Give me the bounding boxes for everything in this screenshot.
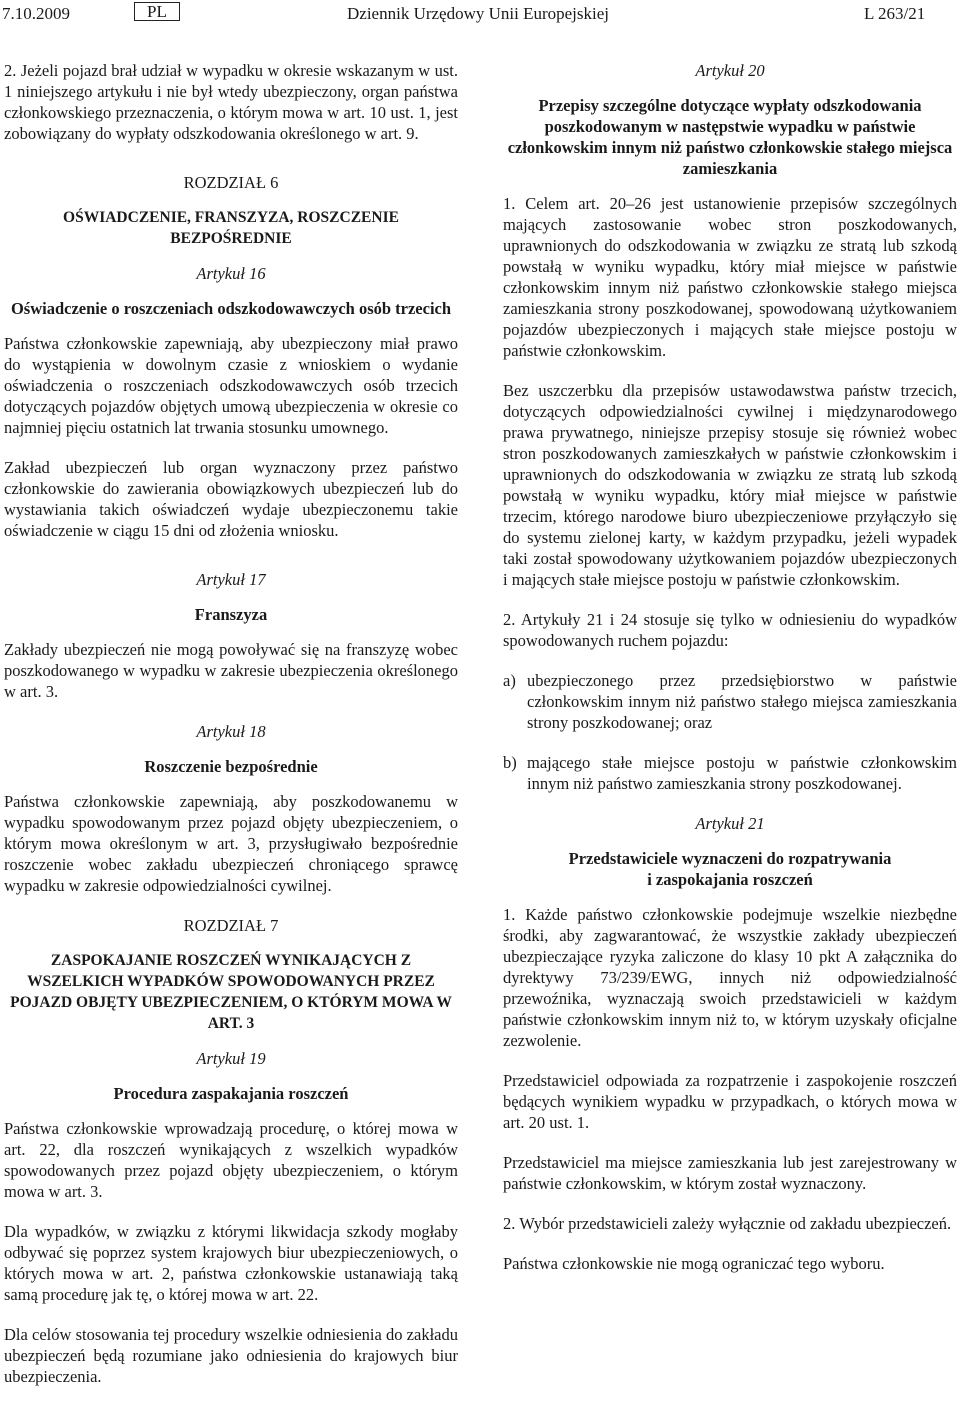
article-20-label: Artykuł 20 — [695, 61, 765, 80]
paragraph: Zakład ubezpieczeń lub organ wyznaczony przez państwo członkowskie do zawierania obowiązkowych ubezpieczeń lub do wystawiania takich oświadczeń wydaje ubezpieczonemu takie oświadczenie w ciągu 15 dni od złożenia wniosku. — [4, 458, 458, 540]
paragraph: Państwa członkowskie wprowadzają procedurę, o której mowa w art. 22, dla roszczeń wynikających z wszelkich wypadków spowodowanych przez pojazd objęty ubezpieczeniem, o którym mowa w art. 3. — [4, 1119, 458, 1201]
page-reference: L 263/21 — [864, 4, 926, 23]
paragraph: Przedstawiciel odpowiada za rozpatrzenie i zaspokojenie roszczeń będących wynikiem wypadku w przypadkach, o których mowa w art. 20 ust. 1. — [503, 1071, 957, 1132]
article-18-title: Roszczenie bezpośrednie — [144, 757, 318, 776]
paragraph: 2. Jeżeli pojazd brał udział w wypadku w okresie wskazanym w ust. 1 niniejszego artykułu i nie był wtedy ubezpieczony, organ państwa członkowskiego przeznaczenia, o którym mowa w art. 10 ust. 1, jest zobowiązany do wypłaty odszkodowania określonego w art. 9. — [4, 61, 458, 143]
paragraph: Państwa członkowskie nie mogą ograniczać tego wyboru. — [503, 1254, 885, 1273]
list-item-label: b) — [503, 753, 517, 772]
paragraph: 2. Wybór przedstawicieli zależy wyłącznie od zakładu ubezpieczeń. — [503, 1214, 952, 1233]
article-19-title: Procedura zaspakajania roszczeń — [113, 1084, 349, 1103]
list-item — [503, 670, 957, 733]
page-header — [0, 0, 960, 34]
paragraph: Państwa członkowskie zapewniają, aby ubezpieczony miał prawo do wystąpienia w dowolnym czasie z wnioskiem o wydanie oświadczenia o roszczeniach odszkodowawczych osób trzecich dotyczących pojazdów objętych umową ubezpieczenia w okresie co najmniej pięciu ostatnich lat trwania stosunku umownego. — [4, 334, 458, 437]
article-19-label: Artykuł 19 — [196, 1049, 266, 1068]
paragraph: Dla celów stosowania tej procedury wszelkie odniesienia do zakładu ubezpieczeń będą rozumiane jako odniesienia do krajowych biur ubezpieczenia. — [4, 1325, 458, 1386]
article-21-title-line-2: i zaspokajania roszczeń — [647, 870, 813, 889]
paragraph: Przedstawiciel ma miejsce zamieszkania lub jest zarejestrowany w państwie członkowskim, w którym został wyznaczony. — [503, 1153, 957, 1193]
paragraph: 2. Artykuły 21 i 24 stosuje się tylko w odniesieniu do wypadków spowodowanych ruchem pojazdu: — [503, 610, 957, 650]
article-21-label: Artykuł 21 — [695, 814, 765, 833]
paragraph: Bez uszczerbku dla przepisów ustawodawstwa państw trzecich, dotyczących odpowiedzialności cywilnej i międzynarodowego prawa prywatnego, niniejsze przepisy stosuje się również wobec stron poszkodowanych zamieszkałych w państwie członkowskim i uprawnionych do odszkodowania w związku ze stratą lub szkodą powstałą w wyniku wypadku, który miał miejsce w państwie trzecim, którego narodowe biuro ubezpieczeniowe przyłączyło się do systemu zielonej karty, w każdym przypadku, jeżeli wypadek taki został spowodowany użytkowaniem pojazdów ubezpieczonych i mających stałe miejsce postoju w państwie członkowskim. — [503, 381, 957, 589]
list-item-label: a) — [503, 671, 516, 690]
article-17-title: Franszyza — [194, 605, 268, 624]
right-column — [503, 60, 957, 1293]
language-badge: PL — [134, 2, 180, 21]
header-date: 7.10.2009 — [2, 4, 70, 23]
paragraph: Dla wypadków, w związku z którymi likwidacja szkody mogłaby odbywać się poprzez system krajowych biur ubezpieczeniowych, o których mowa w art. 2, państwa członkowskie ustanawiają taką samą procedurę jak tę, o której mowa w art. 22. — [4, 1222, 458, 1304]
left-column — [4, 60, 458, 1406]
paragraph: 1. Celem art. 20–26 jest ustanowienie przepisów szczególnych mających zastosowanie wobec stron poszkodowanych, uprawnionych do odszkodowania w związku ze stratą lub szkodą powstałą w wyniku wypadku, który miał miejsce w państwie członkowskim innym niż państwo członkowskie stałego miejsca zamieszkania strony poszkodowanej, spowodowaną użytkowaniem pojazdów ubezpieczonych i mających stałe miejsce postoju w państwie członkowskim. — [503, 194, 957, 360]
chapter-6-title: OŚWIADCZENIE, FRANSZYZA, ROSZCZENIE BEZPOŚREDNIE — [63, 209, 399, 247]
paragraph: Państwa członkowskie zapewniają, aby poszkodowanemu w wypadku spowodowanym przez pojazd objęty ubezpieczeniem, o którym mowa określonym w art. 3, przysługiwało bezpośrednie roszczenie wobec zakładu ubezpieczeń chroniącego sprawcę wypadku w zakresie odpowiedzialności cywilnej. — [4, 792, 458, 895]
article-18-label: Artykuł 18 — [196, 722, 266, 741]
article-17-label: Artykuł 17 — [196, 570, 266, 589]
list-item — [503, 752, 957, 794]
list-item-text: ubezpieczonego przez przedsiębiorstwo w państwie członkowskim innym niż państwo stałego miejsca zamieszkania strony poszkodowanej; oraz — [527, 671, 957, 732]
paragraph: 1. Każde państwo członkowskie podejmuje wszelkie niezbędne środki, aby zagwarantować, że wszystkie zakłady ubezpieczeń ubezpieczające ryzyka zaliczone do klasy 10 pkt A załącznika do dyrektywy 73/239/EWG, innych niż odpowiedzialność przewoźnika, wyznaczają swoich przedstawicieli w każdym państwie członkowskim innym niż to, w którym uzyskały oficjalne zezwolenie. — [503, 905, 957, 1050]
chapter-7-title: ZASPOKAJANIE ROSZCZEŃ WYNIKAJĄCYCH Z WSZELKICH WYPADKÓW SPOWODOWANYCH PRZEZ POJAZD OBJĘTY UBEZPIECZENIEM, O KTÓRYM MOWA W ART. 3 — [10, 952, 452, 1032]
journal-title: Dziennik Urzędowy Unii Europejskiej — [347, 4, 610, 23]
article-20-title: Przepisy szczególne dotyczące wypłaty odszkodowania poszkodowanym w następstwie wypadku w państwie członkowskim innym niż państwo członkowskie stałego miejsca zamieszkania — [507, 96, 953, 178]
chapter-6-label: ROZDZIAŁ 6 — [183, 173, 279, 192]
chapter-7-label: ROZDZIAŁ 7 — [183, 916, 279, 935]
article-21-title-line-1: Przedstawiciele wyznaczeni do rozpatrywania — [568, 849, 892, 868]
list-item-text: mającego stałe miejsce postoju w państwie członkowskim innym niż państwo zamieszkania strony poszkodowanej. — [527, 753, 957, 793]
paragraph: Zakłady ubezpieczeń nie mogą powoływać się na franszyzę wobec poszkodowanego w wypadku w zakresie ubezpieczenia określonego w art. 3. — [4, 640, 458, 701]
article-16-title: Oświadczenie o roszczeniach odszkodowawczych osób trzecich — [10, 299, 452, 318]
article-16-label: Artykuł 16 — [196, 264, 266, 283]
